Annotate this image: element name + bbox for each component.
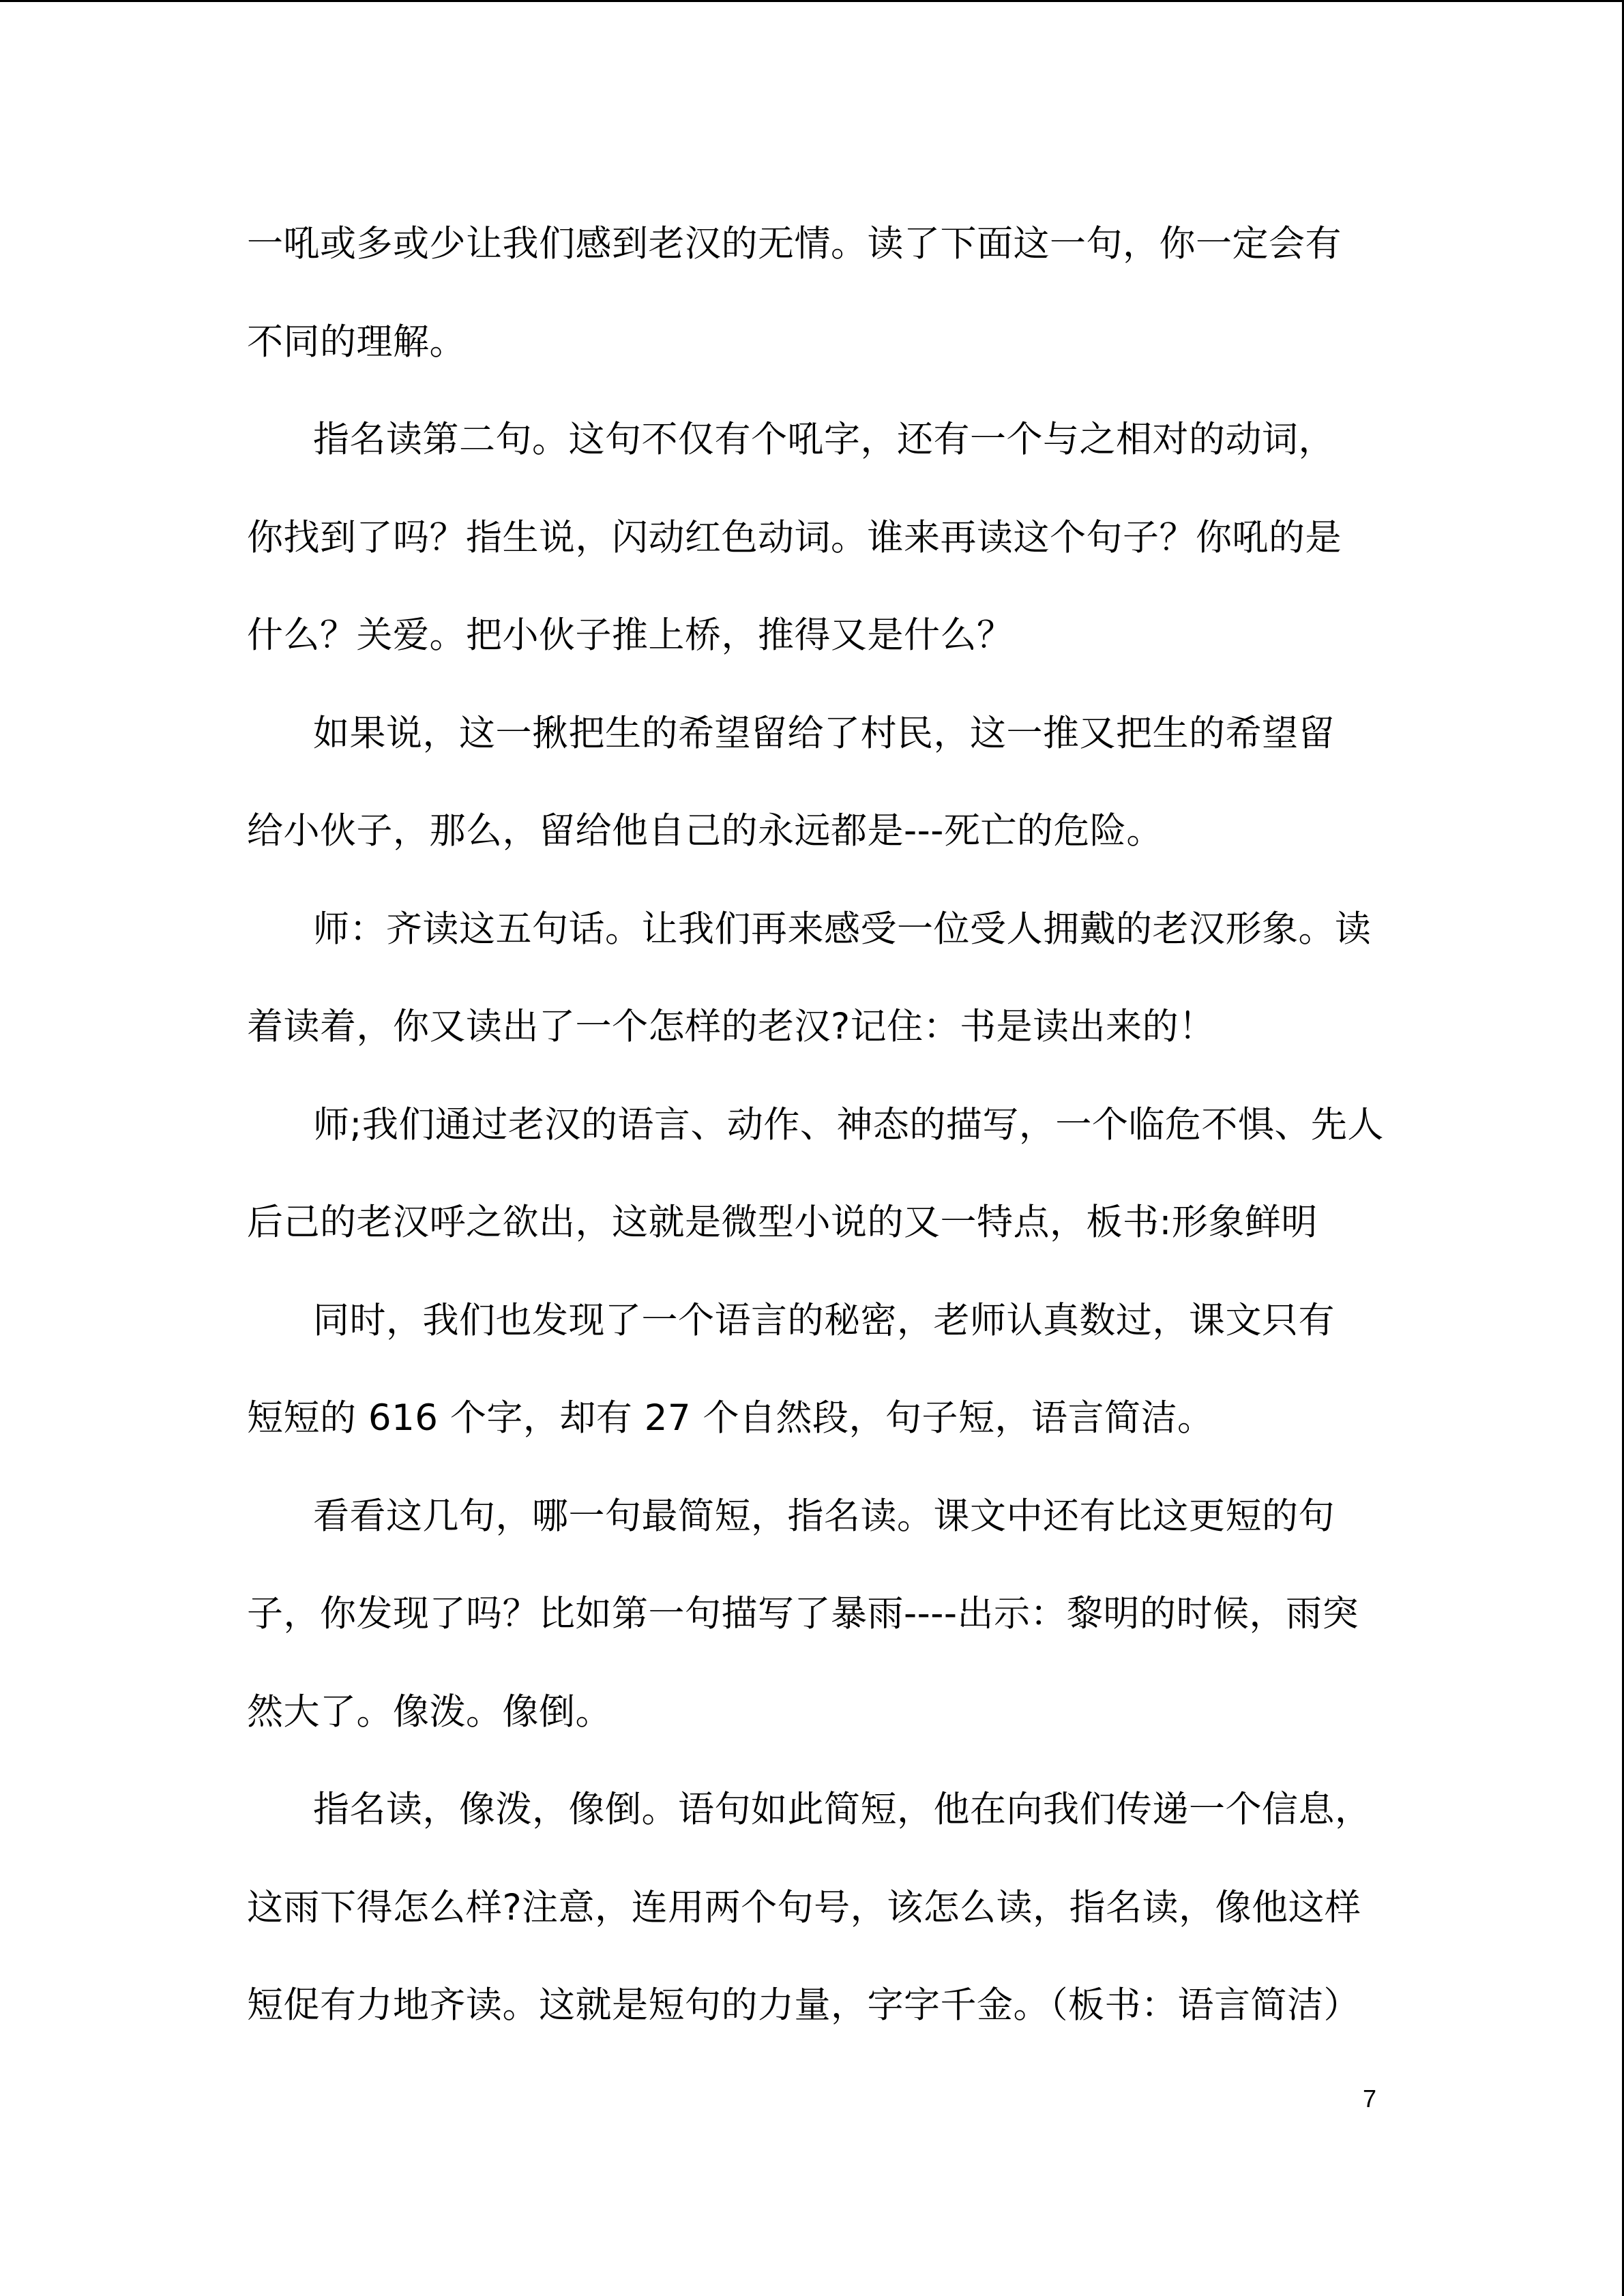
text-line: 不同的理解。: [247, 320, 466, 363]
paragraph-start-line: 师：齐读这五句话。让我们再来感受一位受人拥戴的老汉形象。读: [313, 908, 1372, 950]
paragraph-start-line: 看看这几句，哪一句最简短，指名读。课文中还有比这更短的句: [313, 1495, 1335, 1537]
text-line: 什么？关爱。把小伙子推上桥，推得又是什么？: [247, 614, 1014, 656]
text-line: 一吼或多或少让我们感到老汉的无情。读了下面这一句，你一定会有: [247, 223, 1342, 265]
page-top-border: [0, 0, 1624, 2]
text-line: 后己的老汉呼之欲出，这就是微型小说的又一特点，板书:形象鲜明: [247, 1202, 1318, 1243]
paragraph-start-line: 指名读，像泼，像倒。语句如此简短，他在向我们传递一个信息，: [313, 1789, 1372, 1830]
page-number: 7: [1363, 2085, 1377, 2113]
text-line: 子，你发现了吗？比如第一句描写了暴雨----出示：黎明的时候，雨突: [247, 1593, 1359, 1635]
text-line: 短促有力地齐读。这就是短句的力量，字字千金。（板书：语言简洁）: [247, 1984, 1360, 2026]
paragraph-start-line: 同时，我们也发现了一个语言的秘密，老师认真数过，课文只有: [313, 1299, 1335, 1341]
text-line: 给小伙子，那么，留给他自己的永远都是---死亡的危险。: [247, 810, 1163, 852]
text-line: 你找到了吗？指生说，闪动红色动词。谁来再读这个句子？你吼的是: [247, 516, 1342, 558]
text-line: 这雨下得怎么样?注意，连用两个句号，该怎么读，指名读，像他这样: [247, 1886, 1361, 1928]
text-line: 然大了。像泼。像倒。: [247, 1690, 612, 1733]
document-body: [247, 207, 1386, 2066]
text-line: 短短的 616 个字，却有 27 个自然段，句子短，语言简洁。: [247, 1397, 1214, 1439]
paragraph-start-line: 师;我们通过老汉的语言、动作、神态的描写，一个临危不惧、先人: [313, 1103, 1384, 1146]
text-line: 着读着，你又读出了一个怎样的老汉?记住：书是读出来的！: [247, 1006, 1215, 1047]
paragraph-start-line: 如果说，这一揪把生的希望留给了村民，这一推又把生的希望留: [313, 712, 1335, 754]
paragraph-start-line: 指名读第二句。这句不仅有个吼字，还有一个与之相对的动词，: [313, 419, 1335, 460]
